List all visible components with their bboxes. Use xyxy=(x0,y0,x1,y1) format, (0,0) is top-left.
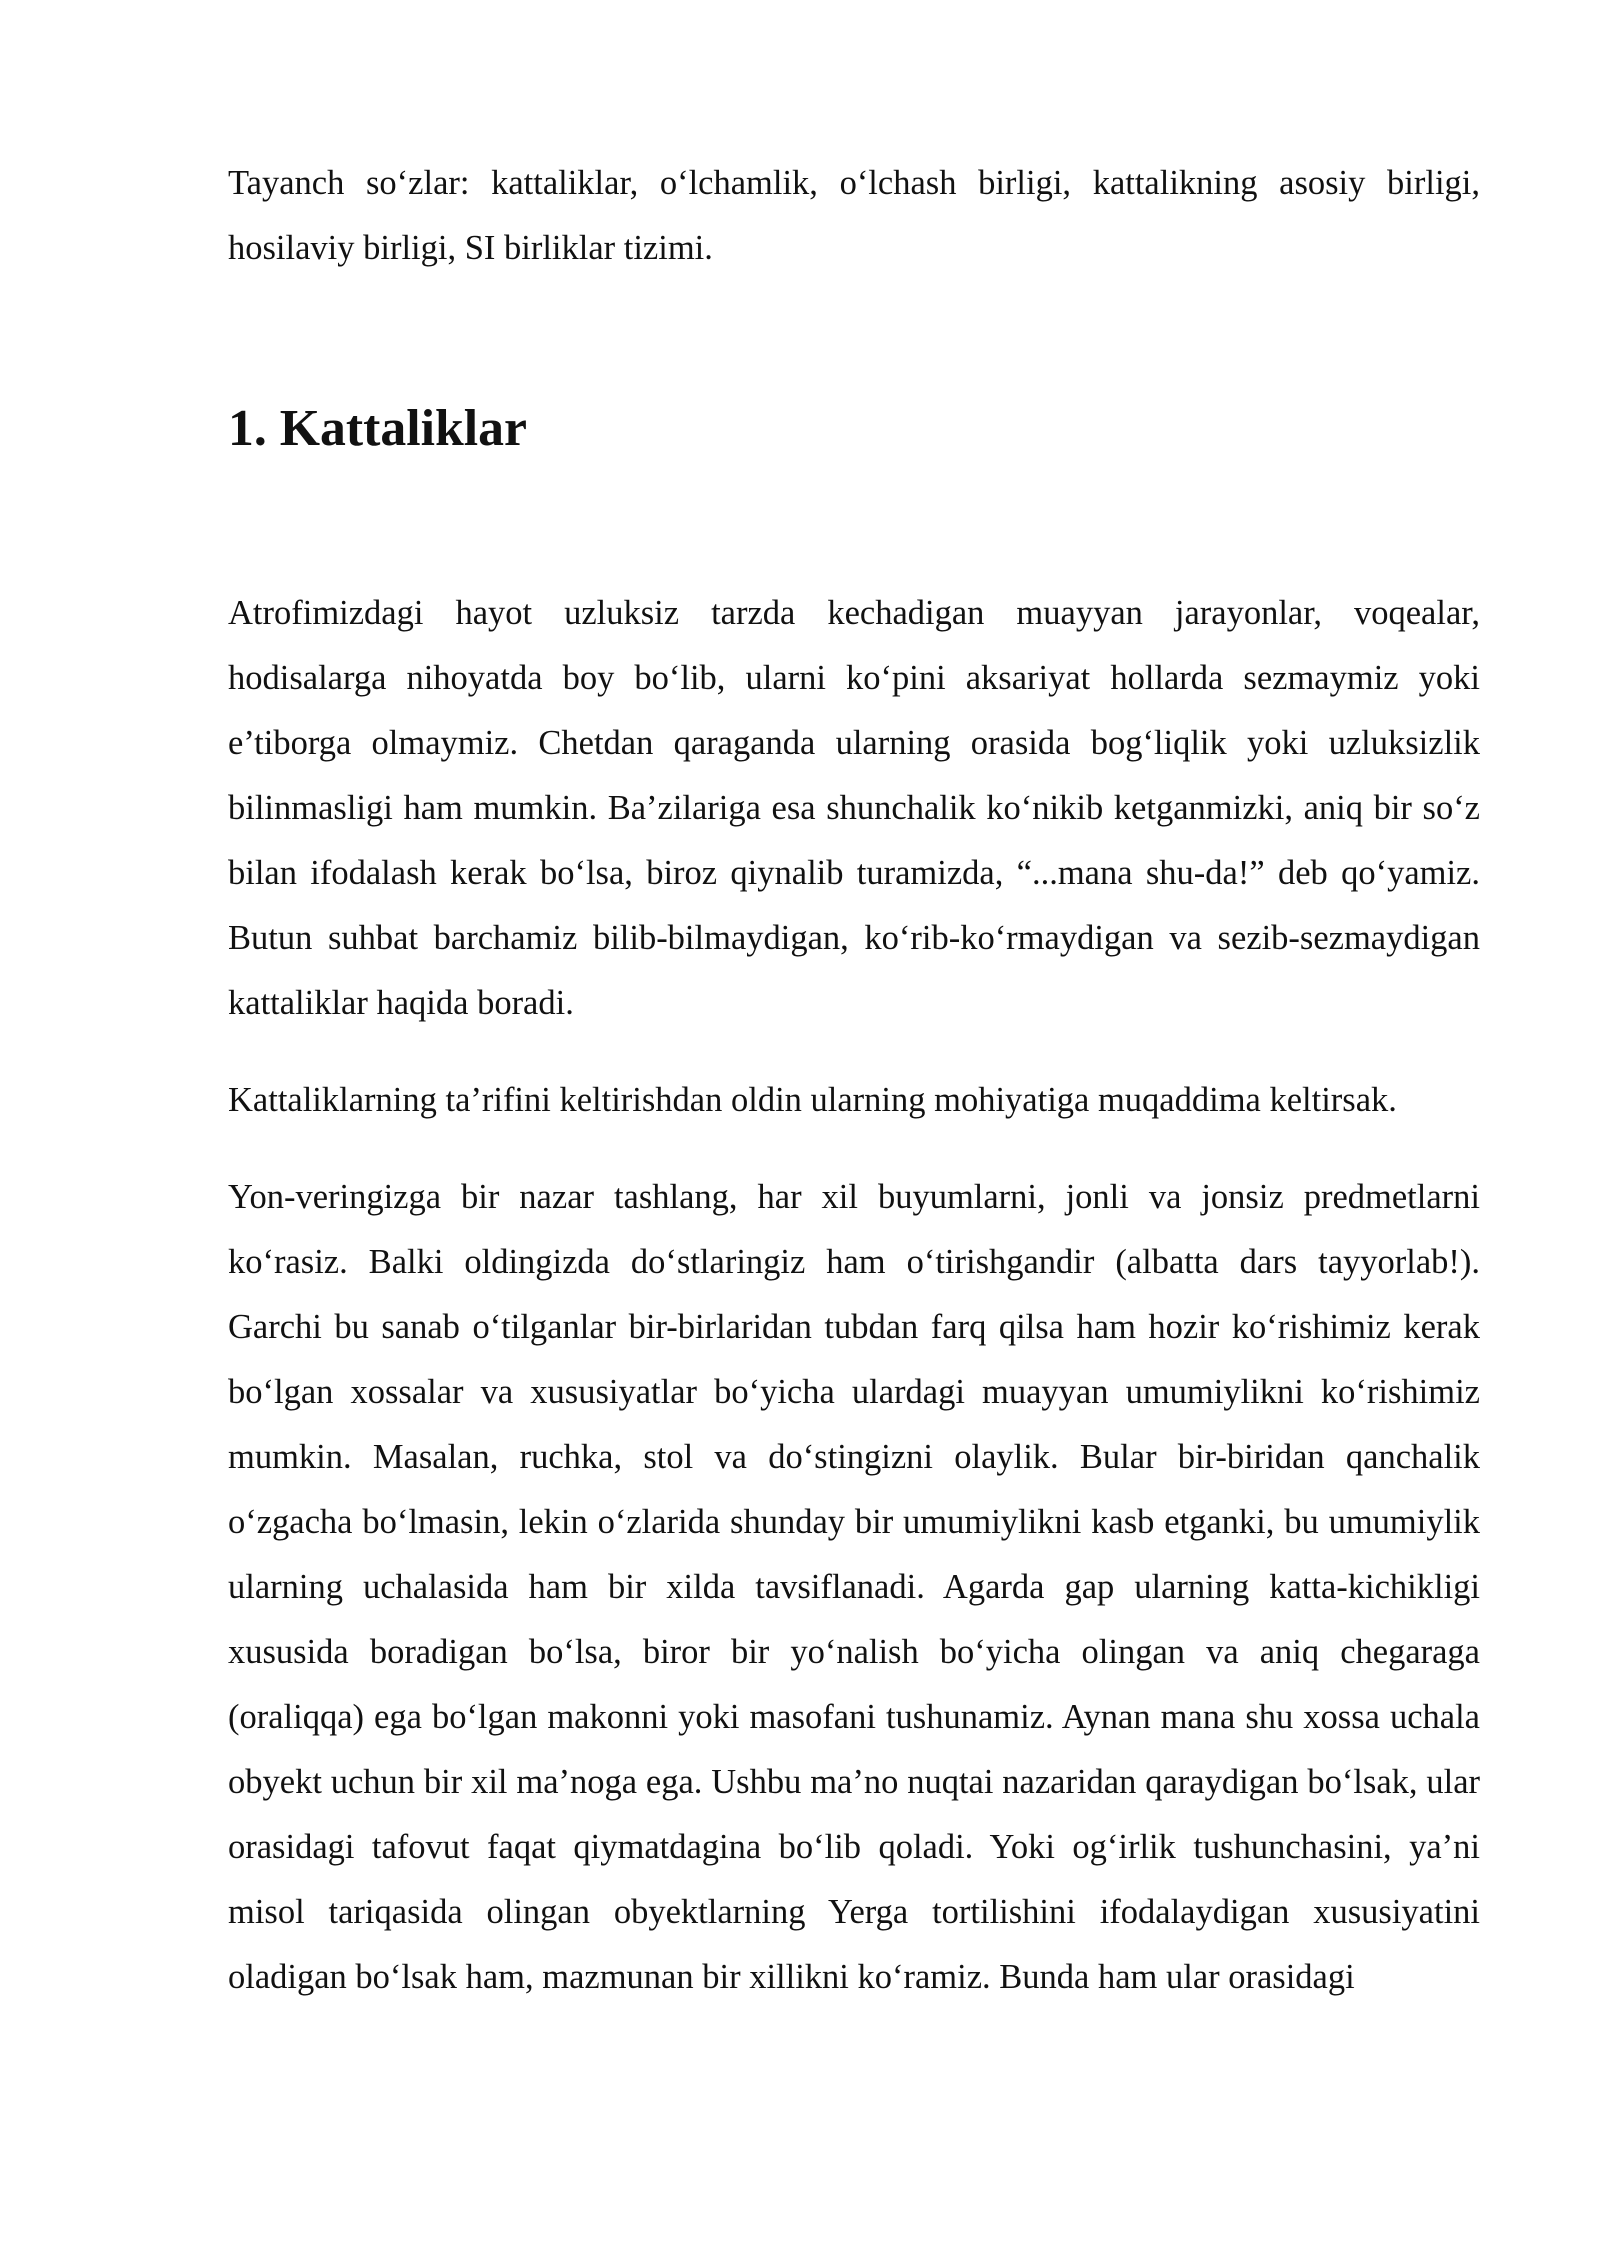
page-content xyxy=(228,151,1480,2010)
paragraph-1: Atrofimizdagi hayot uzluksiz tarzda kechadigan muayyan jarayonlar, voqealar, hodisalarga nihoyatda boy bo‘lib, ularni ko‘pini aksariyat hollarda sezmaymiz yoki e’tiborga olmaymiz. Chetdan qaraganda ularning orasida bog‘liqlik yoki uzluksizlik bilinmasligi ham mumkin. Ba’zilariga esa shunchalik ko‘nikib ketganmizki, aniq bir so‘z bilan ifodalash kerak bo‘lsa, biroz qiynalib turamizda, “...mana shu-da!” deb qo‘yamiz. Butun suhbat barchamiz bilib-bilmaydigan, ko‘rib-ko‘rmaydigan va sezib-sezmaydigan kattaliklar haqida boradi. xyxy=(228,594,1480,1022)
keywords-line: Tayanch so‘zlar: kattaliklar, o‘lchamlik, o‘lchash birligi, kattalikning asosiy birligi, hosilaviy birligi, SI birliklar tizimi. xyxy=(228,164,1480,267)
paragraph-3: Yon-veringizga bir nazar tashlang, har xil buyumlarni, jonli va jonsiz predmetlarni ko‘rasiz. Balki oldingizda do‘stlaringiz ham o‘tirishgandir (albatta dars tayyorlab!). Garchi bu sanab o‘tilganlar bir-birlaridan tubdan farq qilsa ham hozir ko‘rishimiz kerak bo‘lgan xossalar va xususiyatlar bo‘yicha ulardagi muayyan umumiylikni ko‘rishimiz mumkin. Masalan, ruchka, stol va do‘stingizni olaylik. Bular bir-biridan qanchalik o‘zgacha bo‘lmasin, lekin o‘zlarida shunday bir umumiylikni kasb etganki, bu umumiylik ularning uchalasida ham bir xilda tavsiflanadi. Agarda gap ularning katta-kichikligi xususida boradigan bo‘lsa, biror bir yo‘nalish bo‘yicha olingan va aniq chegaraga (oraliqqa) ega bo‘lgan makonni yoki masofani tushunamiz. Aynan mana shu xossa uchala obyekt uchun bir xil ma’noga ega. Ushbu ma’no nuqtai nazaridan qaraydigan bo‘lsak, ular orasidagi tafovut faqat qiymatdagina bo‘lib qoladi. Yoki og‘irlik tushunchasini, ya’ni misol tariqasida olingan obyektlarning Yerga tortilishini ifodalaydigan xususiyatini oladigan bo‘lsak ham, mazmunan bir xillikni ko‘ramiz. Bunda ham ular orasidagi xyxy=(228,1178,1480,1996)
paragraph-2: Kattaliklarning ta’rifini keltirishdan oldin ularning mohiyatiga muqaddima keltirsak. xyxy=(228,1081,1397,1119)
spacer xyxy=(228,281,1480,396)
spacer xyxy=(228,1036,1480,1068)
spacer xyxy=(228,1133,1480,1165)
section-heading: 1. Kattaliklar xyxy=(228,400,527,457)
spacer xyxy=(228,461,1480,581)
